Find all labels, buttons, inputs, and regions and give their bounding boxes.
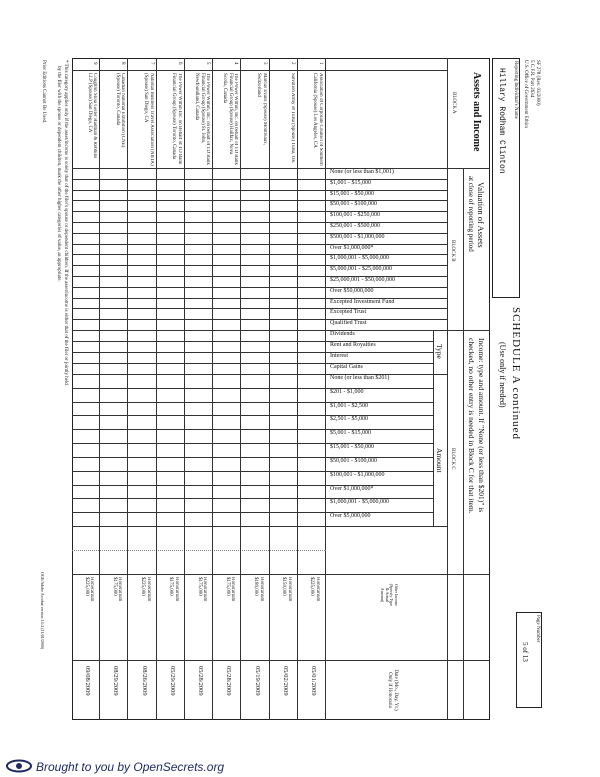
- date-header: Date (Mo., Day, Yr.) Only if Honoraria: [387, 669, 398, 711]
- asset-description: Salvation Army of Tulsa (Spouse) Tulsa, OK: [289, 73, 295, 163]
- form-code-2: 5 C.F.R. Part 2634: [529, 60, 534, 98]
- table-row: [213, 52, 241, 722]
- amount-label: Amount: [435, 448, 444, 473]
- schedule-subtitle: (Use only if needed): [498, 342, 507, 408]
- type-col-1: Rent and Royalties: [330, 342, 376, 348]
- other-income-value: Honorarium $180,000: [252, 577, 264, 602]
- footnote-1: * This category applies only if the asset/income is solely that of the filer's spouse or dependent children. If the asset/income is either that of the filer or jointly held: [63, 60, 68, 385]
- page-number-label: Page Number: [535, 615, 540, 643]
- footnote-2: by the filer with the spouse or dependent children, mark the other higher categories of value, as appropriate.: [56, 66, 61, 282]
- amount-col-6: $50,001 - $100,000: [330, 457, 377, 464]
- honoraria-date: 08/26/2009: [140, 666, 148, 696]
- opensecrets-eye-logo-icon: [6, 759, 32, 773]
- other-income-value: Honorarium $175,000: [224, 577, 236, 602]
- block-b-label: BLOCK B: [450, 240, 455, 262]
- amount-col-7: $100,001 - $1,000,000: [330, 471, 385, 478]
- asset-description: National Business Travel Association (NBTA) (Spouse) San Diego, CA: [143, 73, 154, 166]
- amount-col-4: $5,001 - $15,000: [330, 430, 371, 437]
- valuation-col-8: $1,000,001 - $5,000,000: [330, 255, 389, 262]
- row-number: 6: [176, 62, 182, 65]
- table-row: [128, 52, 156, 722]
- honoraria-date: 05/02/2009: [281, 666, 289, 696]
- row-number: 8: [120, 62, 126, 65]
- other-income-value: Honorarium $225,000: [140, 577, 151, 602]
- honoraria-date: 05/01/2009: [310, 666, 317, 696]
- table-row: [100, 52, 128, 722]
- valuation-col-11: Over $50,000,000: [330, 287, 374, 294]
- block-c-label: BLOCK C: [450, 448, 455, 470]
- asset-description: Coughlin Stoia Geller Rudman & Robbins LLP (Spouse) San Diego, CA: [86, 73, 98, 159]
- adobe-version: OGE/Adobe Acrobat version 1.0.2 (11/01/2000): [40, 572, 45, 650]
- table-row: [185, 52, 213, 722]
- valuation-title: Valuation of Assets: [476, 182, 486, 248]
- valuation-col-0: None (or less than $1,001): [330, 169, 394, 175]
- amount-col-2: $1,001 - $2,500: [330, 402, 368, 409]
- valuation-col-6: $500,001 - $1,000,000: [330, 233, 385, 240]
- amount-col-1: $201 - $1,000: [330, 388, 364, 395]
- table-row: [270, 52, 298, 722]
- type-col-0: Dividends: [330, 331, 355, 337]
- form-code-1: SF 278 (Rev. 03/2000): [535, 60, 540, 106]
- valuation-col-5: $250,001 - $500,000: [330, 223, 380, 229]
- other-income-header: Other Income (Specify Type & Actual Amount): [380, 583, 399, 607]
- table-row: [241, 52, 269, 722]
- type-label: Type: [435, 344, 444, 359]
- schedule-title: SCHEDULE A continued: [510, 307, 522, 441]
- asset-description: The Power Within, Inc. on behalf of TD Bank Financial Group (Spouse) Halifax, Nova Scotia, Canada: [222, 73, 239, 165]
- honoraria-date: 05/19/2009: [253, 666, 261, 696]
- other-income-value: Honorarium $225,000: [83, 577, 95, 602]
- scanned-form-page: [28, 52, 548, 722]
- row-number: 2: [289, 62, 295, 65]
- valuation-col-4: $100,001 - $250,000: [330, 212, 380, 219]
- valuation-col-7: Over $1,000,000*: [330, 244, 374, 251]
- amount-col-9: $1,000,001 - $5,000,000: [330, 499, 389, 506]
- form-code-3: U.S. Office of Government Ethics: [523, 60, 528, 129]
- amount-col-0: None (or less than $201): [330, 375, 390, 381]
- amount-col-3: $2,501 - $5,000: [330, 416, 368, 423]
- row-number: 1: [318, 62, 323, 65]
- reporting-name: Hillary Rodham Clinton: [497, 68, 506, 174]
- amount-col-8: Over $1,000,000*: [330, 485, 374, 492]
- other-income-value: Honorarium $225,000: [309, 577, 320, 602]
- valuation-col-10: $25,000,001 - $50,000,000: [330, 277, 395, 283]
- valuation-col-9: $5,000,001 - $25,000,000: [330, 266, 392, 273]
- table-row: [72, 52, 100, 722]
- brought-by-text: Brought to you by OpenSecrets.org: [36, 760, 225, 774]
- row-number: 5: [205, 62, 211, 65]
- income-sub: checked, no other entry is needed in Block C for that item.: [467, 338, 476, 514]
- honoraria-date: 05/28/2009: [197, 666, 205, 696]
- row-number: 4: [233, 62, 239, 65]
- other-income-value: Honorarium $150,000: [281, 577, 292, 602]
- honoraria-date: 05/28/2009: [225, 666, 233, 696]
- valuation-sub: at close of reporting period: [467, 176, 475, 252]
- table-row: [298, 52, 326, 722]
- block-a-label: BLOCK A: [451, 92, 456, 114]
- other-income-value: Honorarium $175,000: [196, 577, 208, 602]
- amount-col-5: $15,001 - $50,000: [330, 444, 374, 451]
- valuation-col-1: $1,001 - $15,000: [330, 179, 371, 186]
- opensecrets-footer: [0, 757, 600, 777]
- valuation-col-2: $15,001 - $50,000: [330, 190, 374, 197]
- valuation-col-14: Qualified Trust: [330, 320, 367, 327]
- type-col-3: Capital Gains: [330, 364, 363, 370]
- row-number: 3: [261, 62, 267, 65]
- row-number: 7: [148, 62, 154, 65]
- table-row: [157, 52, 185, 722]
- asset-description: Canadian National Exhibition (CNE) (Spouse) Toronto, Canada: [114, 73, 126, 148]
- income-title: Income: type and amount. If "None (or less than $201)" is: [477, 338, 486, 513]
- other-income-value: Honorarium $175,000: [111, 577, 123, 602]
- valuation-col-3: $50,001 - $100,000: [330, 201, 377, 208]
- row-number: 9: [92, 62, 98, 65]
- asset-description: Marcus Evans (Spouse) Montreaux, Switzerland: [255, 73, 267, 145]
- amount-col-10: Over $5,000,000: [330, 513, 371, 520]
- honoraria-date: 08/29/2009: [112, 666, 120, 696]
- valuation-col-12: Excepted Investment Fund: [330, 298, 395, 305]
- honoraria-date: 09/08/2009: [84, 666, 92, 696]
- honoraria-date: 05/29/2009: [168, 666, 176, 696]
- prior-editions: Prior Editions Cannot Be Used.: [41, 60, 46, 124]
- valuation-col-13: Excepted Trust: [330, 309, 367, 316]
- asset-description: The Power Within Inc. on Behalf of TD Bank Financial Group (Spouse) Toronto, Canada: [171, 73, 182, 165]
- asset-description: Association of Corporate Counsel of Southern California (Spouse) Los Angeles, CA: [312, 73, 323, 166]
- assets-income-header: Assets and Income: [471, 72, 482, 152]
- other-income-value: Honorarium $175,000: [168, 577, 179, 602]
- reporting-label: Reporting Individual's Name: [513, 61, 518, 119]
- type-col-2: Interest: [330, 353, 348, 359]
- asset-description: The Power Within, Inc. on behalf of TD Bank Financial Group (Spouse) St. John, Newfoundland, Canada: [193, 73, 211, 165]
- page-number: 5 of 13: [521, 642, 529, 662]
